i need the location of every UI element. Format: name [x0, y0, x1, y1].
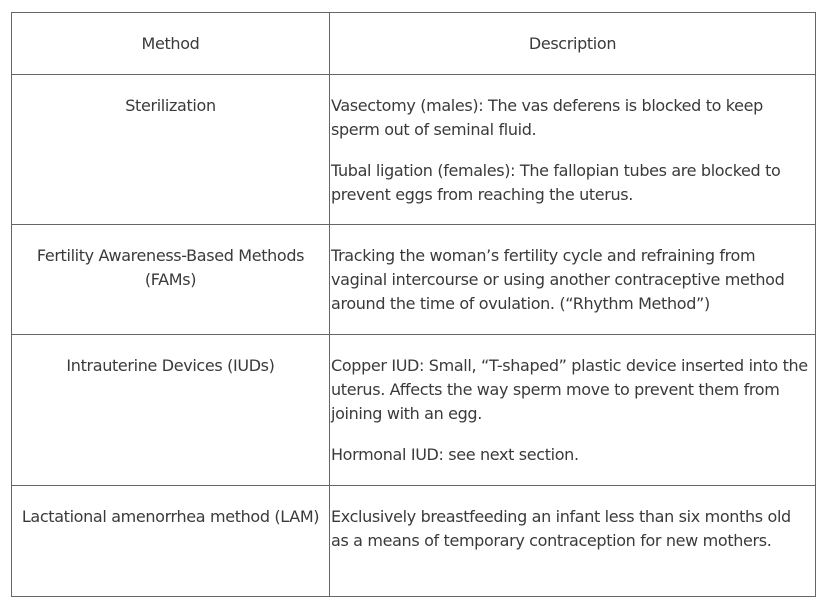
description-cell	[330, 486, 816, 597]
header-method: Method	[12, 13, 330, 75]
description-cell	[330, 75, 816, 225]
contraception-methods-table	[11, 12, 816, 597]
table-row	[12, 225, 816, 335]
description-paragraph: Vasectomy (males): The vas deferens is blocked to keep sperm out of seminal fluid.	[331, 96, 763, 139]
description-paragraph: Tracking the woman’s fertility cycle and refraining from vaginal intercourse or using another contraceptive method around the time of ovulation. (“Rhythm Method”)	[331, 246, 785, 313]
method-cell: Fertility Awareness-Based Methods (FAMs)	[12, 225, 330, 335]
description-cell	[330, 225, 816, 335]
description-paragraph: Copper IUD: Small, “T-shaped” plastic device inserted into the uterus. Affects the way sperm move to prevent them from joining with an egg.	[331, 356, 808, 423]
header-description: Description	[330, 13, 816, 75]
description-paragraph: Tubal ligation (females): The fallopian tubes are blocked to prevent eggs from reaching the uterus.	[331, 161, 781, 204]
description-paragraph: Hormonal IUD: see next section.	[331, 445, 579, 464]
table-header-row	[12, 13, 816, 75]
description-paragraph: Exclusively breastfeeding an infant less than six months old as a means of temporary contraception for new mothers.	[331, 507, 791, 550]
table-row	[12, 486, 816, 597]
description-cell	[330, 335, 816, 486]
table-row	[12, 335, 816, 486]
method-cell: Intrauterine Devices (IUDs)	[12, 335, 330, 486]
method-cell: Sterilization	[12, 75, 330, 225]
method-cell: Lactational amenorrhea method (LAM)	[12, 486, 330, 597]
table-row	[12, 75, 816, 225]
